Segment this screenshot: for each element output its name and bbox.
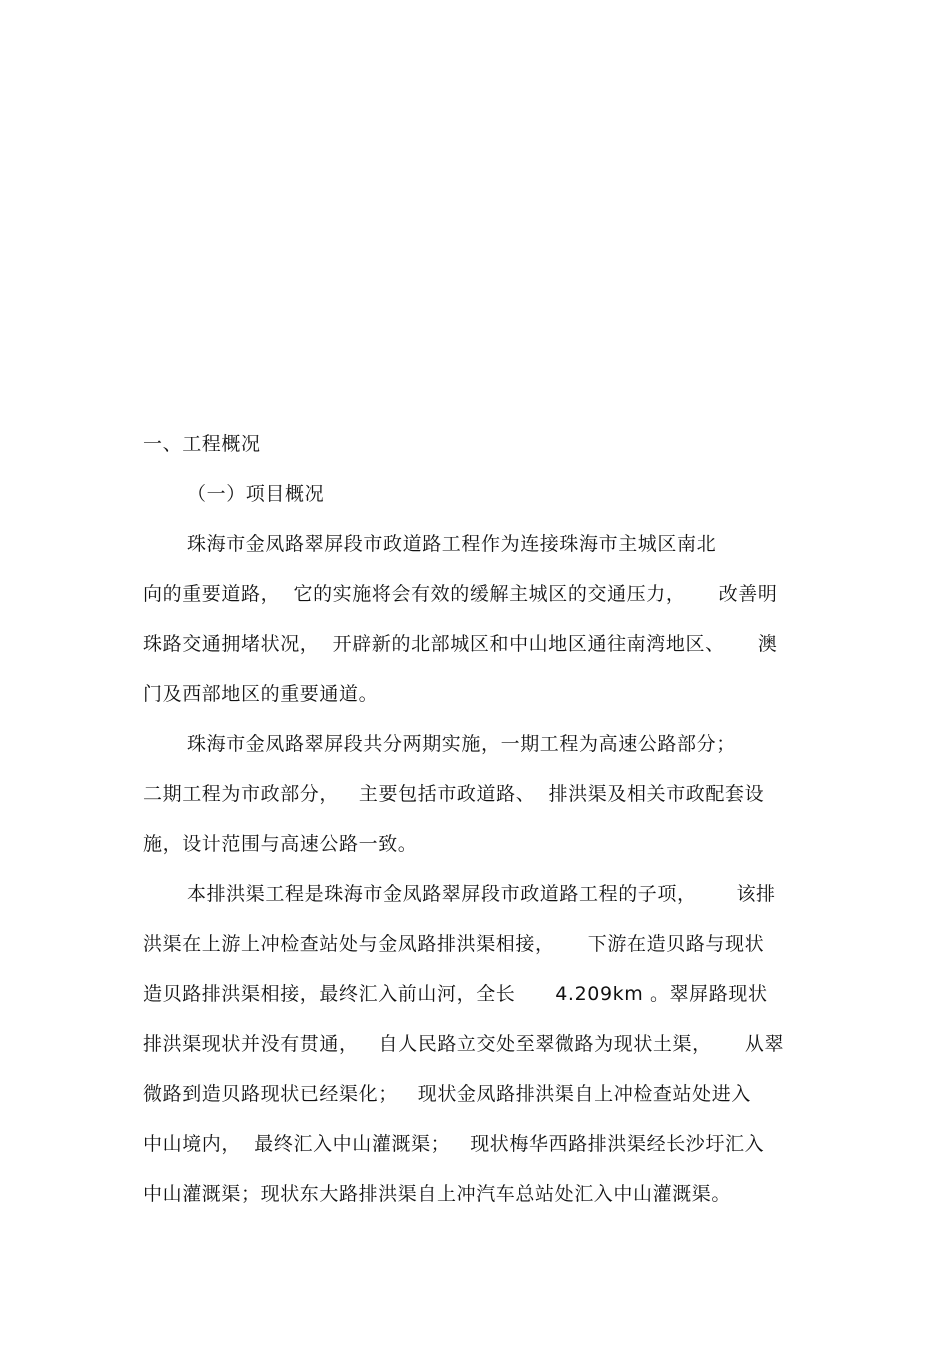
paragraph-line: 二期工程为市政部分， 主要包括市政道路、 排洪渠及相关市政配套设 [143, 783, 765, 805]
paragraph-line: 珠路交通拥堵状况， 开辟新的北部城区和中山地区通往南湾地区、 澳 [143, 633, 778, 655]
paragraph-line: 微路到造贝路现状已经渠化； 现状金凤路排洪渠自上冲检查站处进入 [143, 1083, 751, 1105]
paragraph-line: 珠海市金凤路翠屏段市政道路工程作为连接珠海市主城区南北 [187, 533, 717, 555]
paragraph-line: 施，设计范围与高速公路一致。 [143, 833, 418, 855]
paragraph-line: 珠海市金凤路翠屏段共分两期实施，一期工程为高速公路部分； [187, 733, 736, 755]
paragraph-line: 中山灌溉渠；现状东大路排洪渠自上冲汽车总站处汇入中山灌溉渠。 [143, 1183, 732, 1205]
paragraph-line: 中山境内， 最终汇入中山灌溉渠； 现状梅华西路排洪渠经长沙圩汇入 [143, 1133, 765, 1155]
paragraph-line: 洪渠在上游上冲检查站处与金凤路排洪渠相接， 下游在造贝路与现状 [143, 933, 765, 955]
paragraph-line: 排洪渠现状并没有贯通， 自人民路立交处至翠微路为现状土渠， 从翠 [143, 1033, 785, 1055]
paragraph-line: 门及西部地区的重要通道。 [143, 683, 379, 705]
paragraph-line: 向的重要道路， 它的实施将会有效的缓解主城区的交通压力， 改善明 [143, 583, 778, 605]
section-heading: 一、工程概况 [143, 433, 261, 455]
paragraph-line: 造贝路排洪渠相接，最终汇入前山河，全长 4.209km 。翠屏路现状 [143, 983, 768, 1005]
subsection-heading: （一）项目概况 [187, 483, 325, 505]
paragraph-line: 本排洪渠工程是珠海市金凤路翠屏段市政道路工程的子项， 该排 [187, 883, 776, 905]
